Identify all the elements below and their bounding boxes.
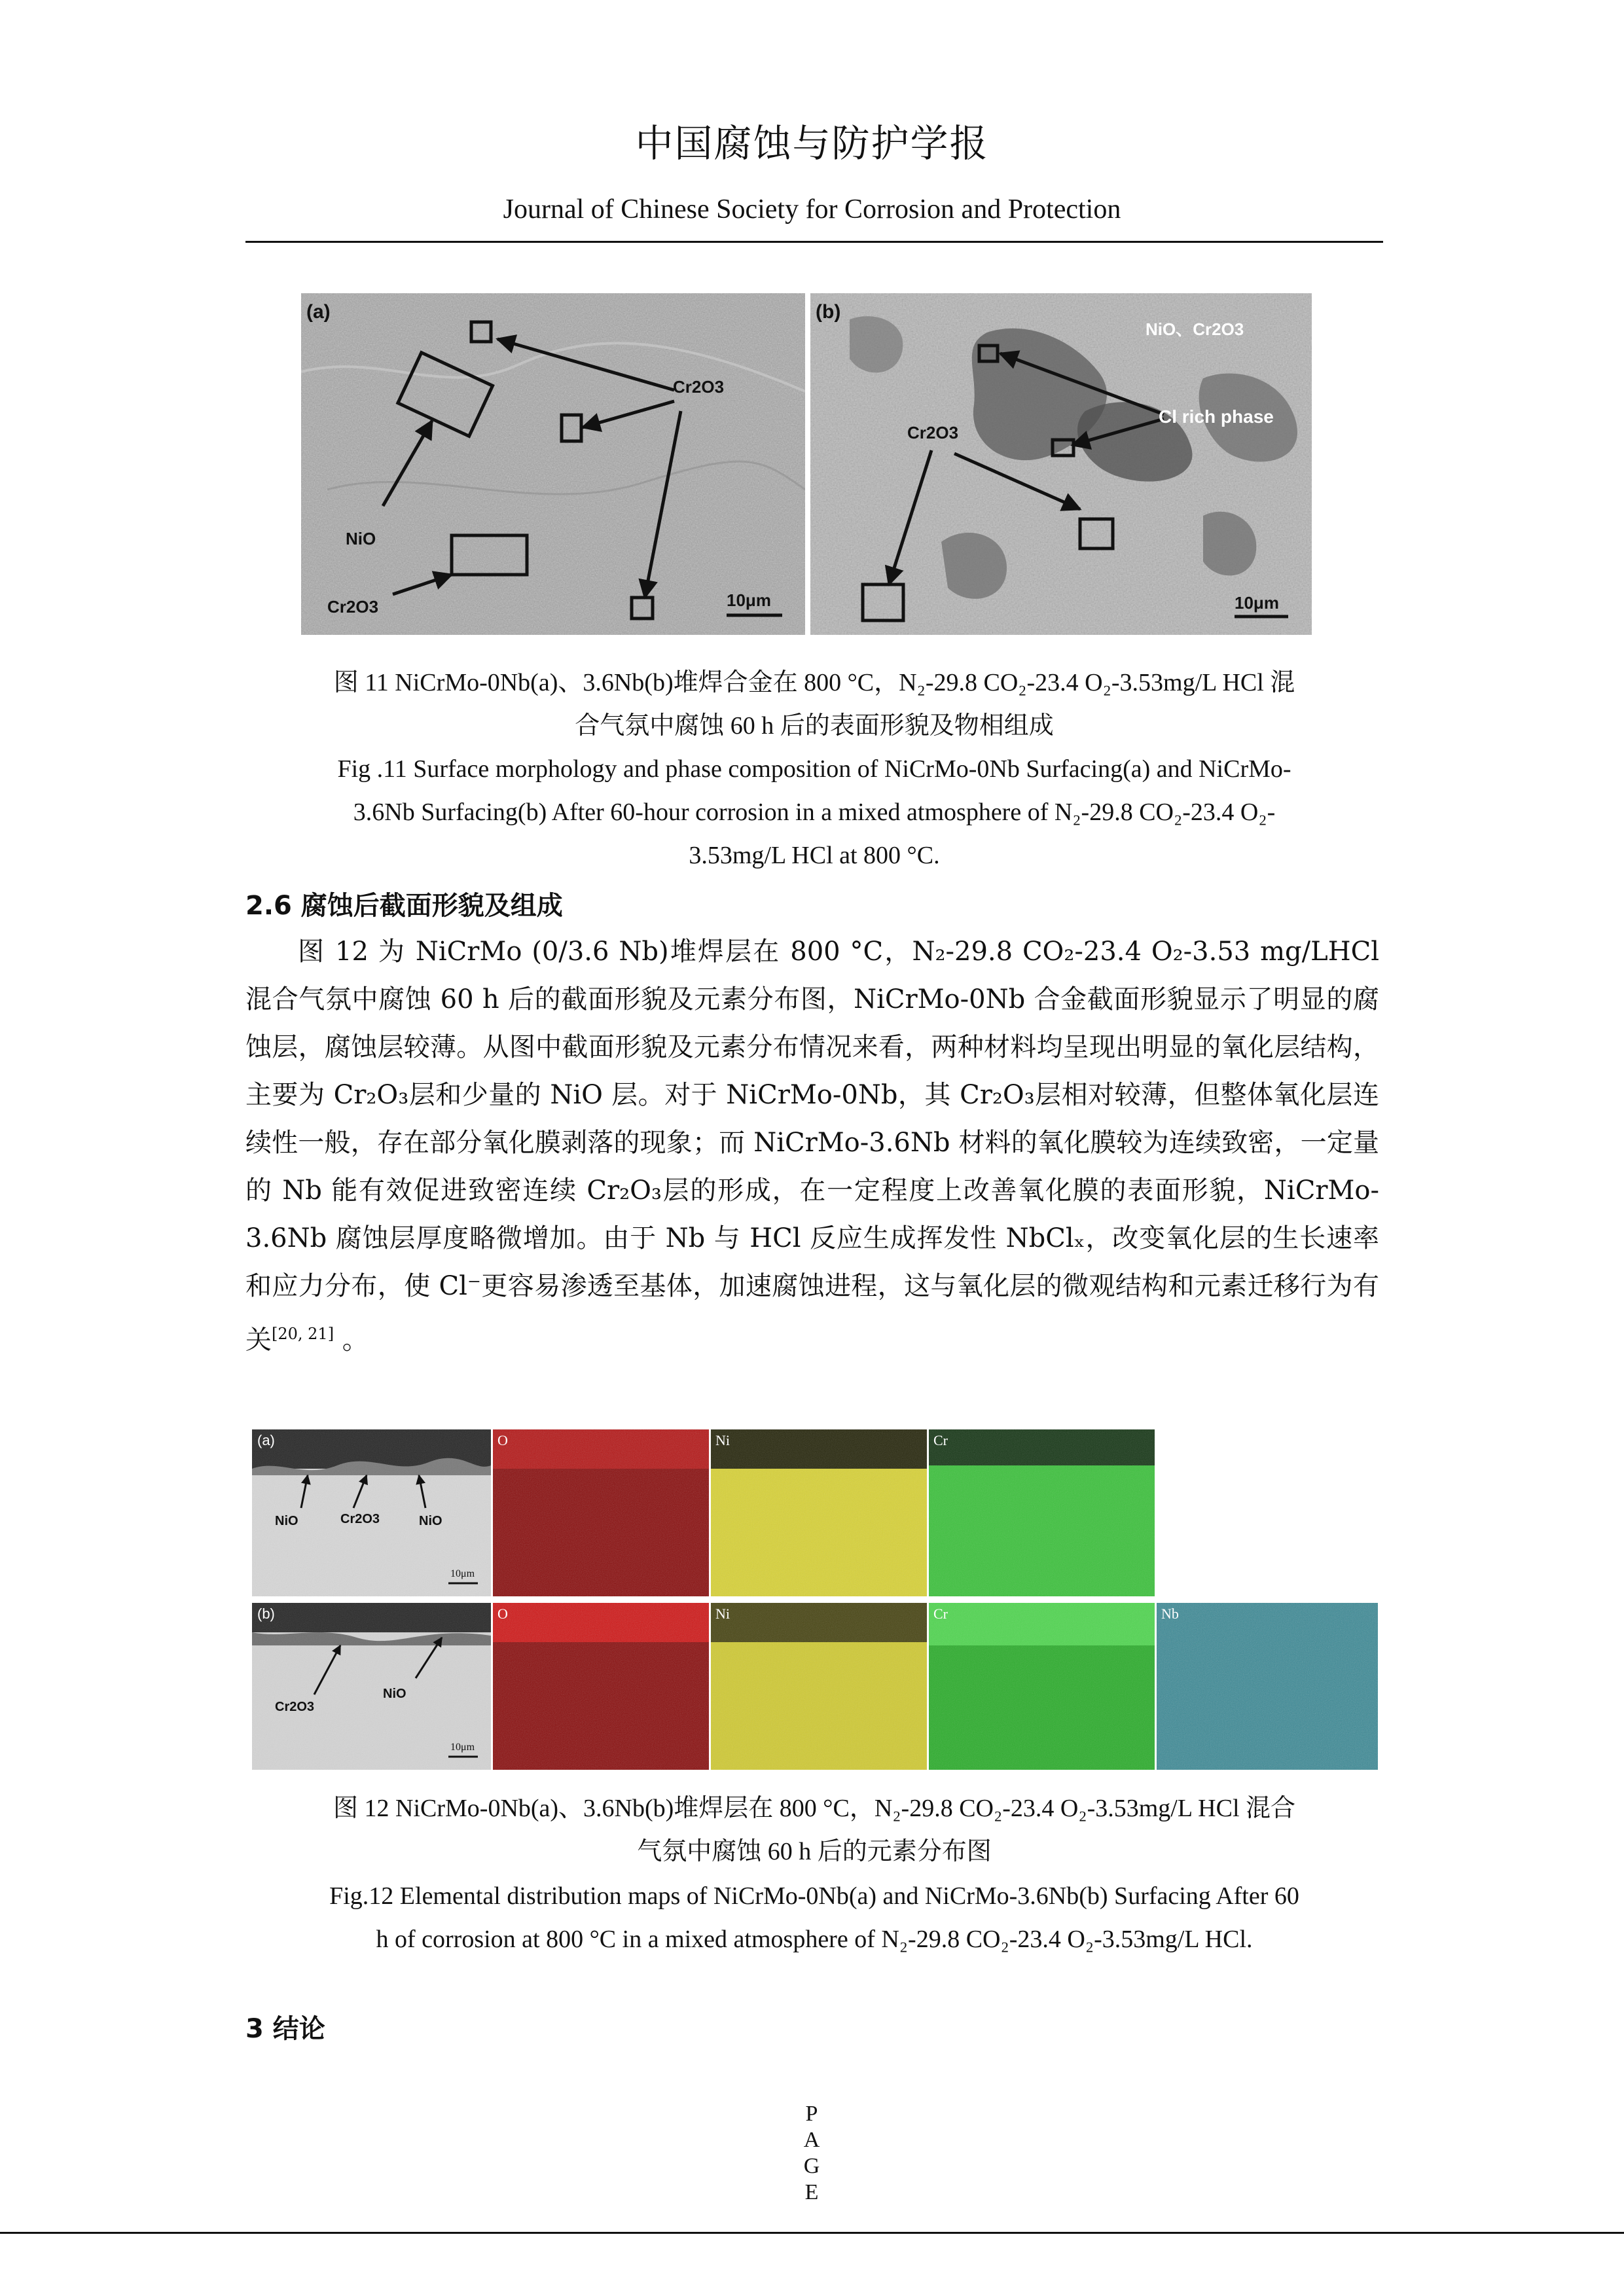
map-label: O bbox=[497, 1605, 508, 1622]
panel-b-label: (b) bbox=[816, 301, 841, 323]
scale-bar-label: 10μm bbox=[727, 590, 771, 610]
section-2-6-body bbox=[245, 928, 1379, 1364]
scale-bar-label: 10μm bbox=[1235, 593, 1279, 613]
figure12-caption-en bbox=[245, 1874, 1383, 1961]
paragraph-end: 。 bbox=[334, 1325, 369, 1355]
map-label: Ni bbox=[715, 1432, 730, 1448]
map-label: Cr bbox=[933, 1605, 948, 1622]
figure11-caption-en bbox=[245, 747, 1383, 877]
figure12-caption-cn bbox=[245, 1787, 1383, 1873]
page-footer bbox=[802, 2101, 821, 2206]
row-a-label: (a) bbox=[257, 1432, 275, 1448]
journal-title-cn: 中国腐蚀与防护学报 bbox=[635, 121, 989, 166]
map-cr-b bbox=[929, 1603, 1155, 1770]
scale-bar-label: 10μm bbox=[450, 1742, 475, 1753]
panel-a-label: (a) bbox=[306, 301, 331, 323]
footer-divider bbox=[0, 2232, 1624, 2234]
map-label: O bbox=[497, 1432, 508, 1448]
page-letter: E bbox=[804, 2180, 819, 2204]
annotation-cr2o3: Cr2O3 bbox=[907, 423, 959, 442]
fig12-row-a-sem bbox=[252, 1429, 491, 1596]
caption-line: 合气氛中腐蚀 60 h 后的表面形貌及物相组成 bbox=[575, 712, 1054, 740]
map-nb-b bbox=[1157, 1603, 1378, 1770]
caption-line: h of corrosion at 800 °C in a mixed atmosphere of N₂-29.8 CO₂-23.4 O₂-3.53mg/L HCl. bbox=[376, 1926, 1253, 1953]
map-label: Nb bbox=[1161, 1605, 1179, 1622]
map-cr-a bbox=[929, 1429, 1155, 1596]
figure11-panel-a bbox=[301, 293, 805, 635]
caption-line: 图 12 NiCrMo-0Nb(a)、3.6Nb(b)堆焊层在 800 °C，N₂-29.8 CO₂-23.4 O₂-3.53mg/L HCl 混合 bbox=[333, 1795, 1295, 1822]
fig12-row-b-sem bbox=[252, 1603, 491, 1770]
annotation-cr2o3: Cr2O3 bbox=[673, 377, 725, 397]
annotation-cl-rich-phase: Cl rich phase bbox=[1159, 406, 1274, 427]
annotation-nio: NiO bbox=[383, 1687, 406, 1701]
map-ni-b bbox=[711, 1603, 927, 1770]
caption-line: 3.53mg/L HCl at 800 °C. bbox=[689, 842, 940, 869]
row-b-label: (b) bbox=[257, 1605, 275, 1622]
figure12 bbox=[252, 1429, 1381, 1770]
caption-line: Fig.12 Elemental distribution maps of NiCrMo-0Nb(a) and NiCrMo-3.6Nb(b) Surfacing After 60 bbox=[329, 1882, 1299, 1910]
paragraph bbox=[245, 928, 1379, 1364]
annotation-nio: NiO bbox=[419, 1514, 442, 1528]
annotation-nio-cr2o3: NiO、Cr2O3 bbox=[1146, 319, 1244, 339]
annotation-cr2o3: Cr2O3 bbox=[340, 1512, 380, 1526]
section-heading-3: 3 结论 bbox=[245, 2014, 325, 2044]
paragraph-text: 图 12 为 NiCrMo (0/3.6 Nb)堆焊层在 800 °C，N₂-29.8 CO₂-23.4 O₂-3.53 mg/LHCl 混合气氛中腐蚀 60 h 后的截面形貌及元素分布图，NiCrMo-0Nb 合金截面形貌显示了明显的腐蚀层，腐蚀层较薄。从图中截面形貌及元素分布情况来看，两种材料均呈现出明显的氧化层结构，主要为 Cr₂O₃层和少量的 NiO 层。对于 NiCrMo-0Nb，其 Cr₂O₃层相对较薄，但整体氧化层连续性一般，存在部分氧化膜剥落的现象；而 NiCrMo-3.6Nb 材料的氧化膜较为连续致密，一定量的 Nb 能有效促进致密连续 Cr₂O₃层的形成，在一定程度上改善氧化膜的表面形貌，NiCrMo-3.6Nb 腐蚀层厚度略微增加。由于 Nb 与 HCl 反应生成挥发性 NbClₓ，改变氧化层的生长速率和应力分布，使 Cl⁻更容易渗透至基体，加速腐蚀进程，这与氧化层的微观结构和元素迁移行为有关 bbox=[245, 937, 1379, 1355]
map-label: Ni bbox=[715, 1605, 730, 1622]
map-o-b bbox=[493, 1603, 709, 1770]
citation[interactable]: [20, 21] bbox=[272, 1325, 334, 1343]
annotation-cr2o3: Cr2O3 bbox=[275, 1700, 315, 1714]
page-letter: G bbox=[803, 2154, 820, 2178]
figure11-panel-b bbox=[810, 293, 1312, 635]
map-ni-a bbox=[711, 1429, 927, 1596]
map-o-a bbox=[493, 1429, 709, 1596]
caption-line: 气氛中腐蚀 60 h 后的元素分布图 bbox=[637, 1838, 992, 1865]
figure11-caption-cn bbox=[245, 661, 1383, 747]
page-letter: A bbox=[803, 2128, 820, 2152]
scale-bar-label: 10μm bbox=[450, 1568, 475, 1579]
map-label: Cr bbox=[933, 1432, 948, 1448]
section-heading-2-6: 2.6 腐蚀后截面形貌及组成 bbox=[245, 891, 563, 921]
annotation-nio: NiO bbox=[275, 1514, 298, 1528]
caption-line: 3.6Nb Surfacing(b) After 60-hour corrosion in a mixed atmosphere of N₂-29.8 CO₂-23.4 O₂- bbox=[353, 798, 1276, 826]
annotation-cr2o3: Cr2O3 bbox=[327, 597, 379, 617]
caption-line: 图 11 NiCrMo-0Nb(a)、3.6Nb(b)堆焊合金在 800 °C，N₂-29.8 CO₂-23.4 O₂-3.53mg/L HCl 混 bbox=[333, 669, 1295, 696]
caption-line: Fig .11 Surface morphology and phase composition of NiCrMo-0Nb Surfacing(a) and NiCrMo- bbox=[337, 755, 1291, 783]
header-divider bbox=[245, 241, 1383, 243]
annotation-nio: NiO bbox=[346, 529, 376, 548]
page-letter: P bbox=[805, 2102, 818, 2126]
journal-title-en: Journal of Chinese Society for Corrosion and Protection bbox=[503, 194, 1121, 224]
